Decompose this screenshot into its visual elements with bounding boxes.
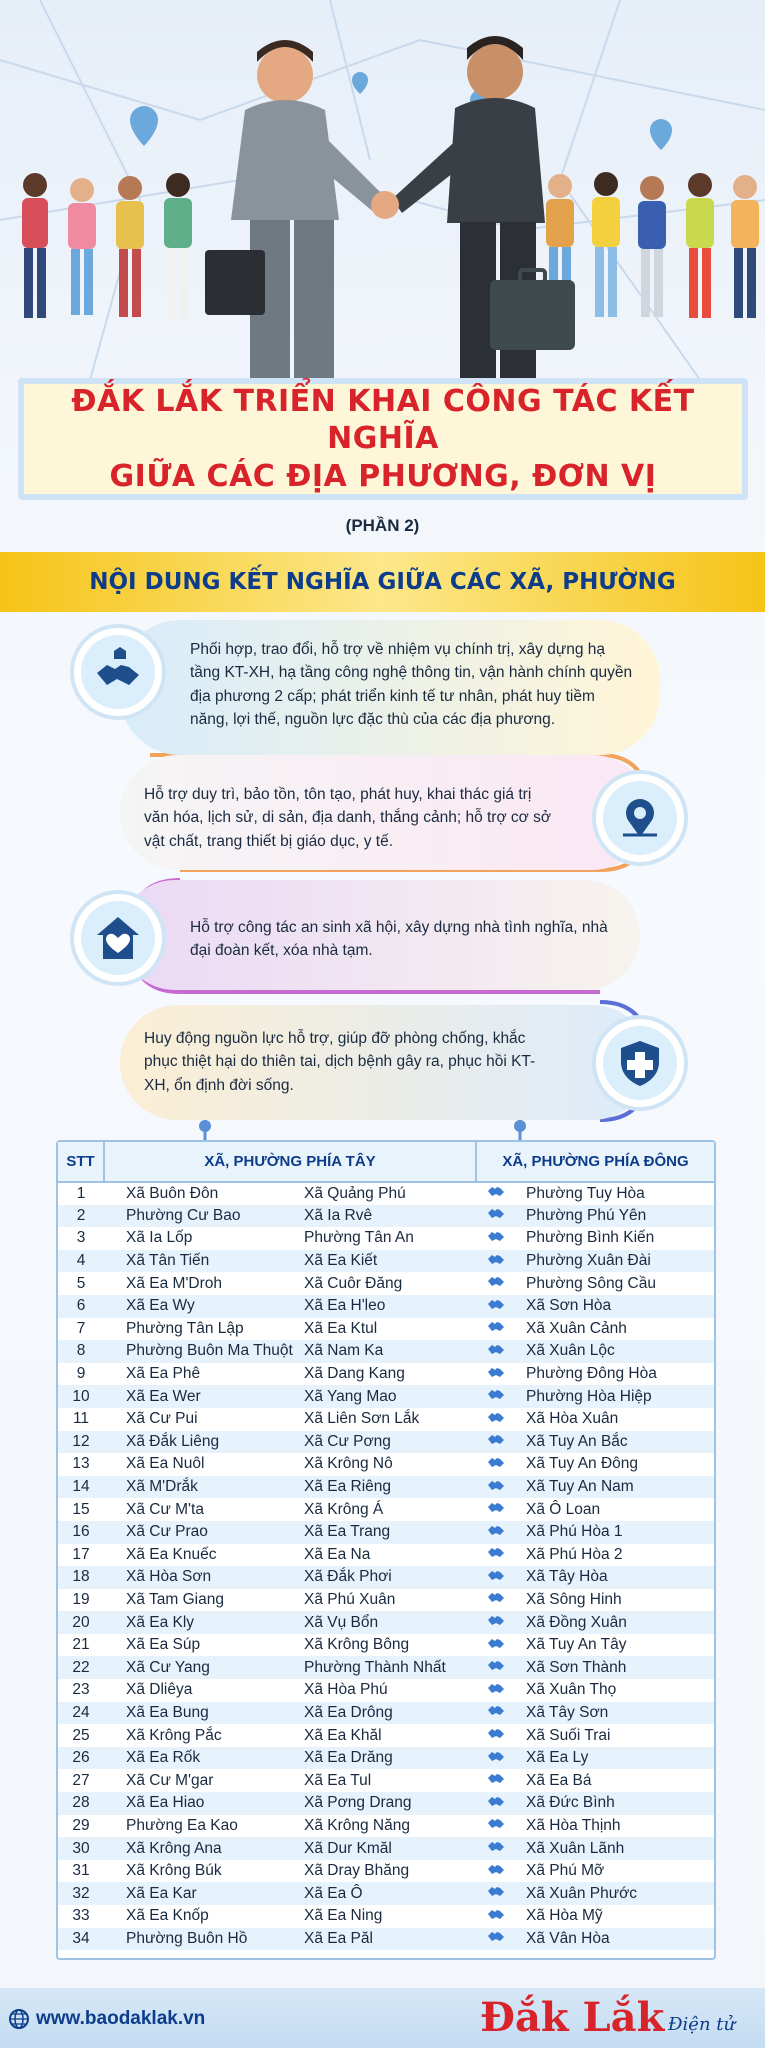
row-number: 2 [58, 1205, 104, 1228]
west-commune-2: Phường Tân An [300, 1227, 476, 1250]
twinning-handshake-icon [476, 1656, 516, 1679]
table-row [58, 1747, 714, 1770]
east-commune: Xã Sơn Hòa [516, 1295, 714, 1318]
page-title-line-1: ĐẮK LẮK TRIỂN KHAI CÔNG TÁC KẾT NGHĨA [71, 383, 695, 457]
west-commune-2: Xã Ea Na [300, 1544, 476, 1567]
west-commune-1: Xã Krông Ana [104, 1837, 300, 1860]
row-number: 28 [58, 1792, 104, 1815]
twinning-handshake-icon [476, 1928, 516, 1951]
west-commune-2: Xã Quảng Phú [300, 1182, 476, 1205]
west-commune-2: Xã Ea Drông [300, 1702, 476, 1725]
twinning-handshake-icon [476, 1589, 516, 1612]
west-commune-1: Phường Cư Bao [104, 1205, 300, 1228]
row-number: 19 [58, 1589, 104, 1612]
row-number: 10 [58, 1385, 104, 1408]
row-number: 30 [58, 1837, 104, 1860]
west-commune-2: Xã Liên Sơn Lắk [300, 1408, 476, 1431]
page-title-line-2: GIỮA CÁC ĐỊA PHƯƠNG, ĐƠN VỊ [109, 458, 657, 494]
table-row [58, 1566, 714, 1589]
west-commune-2: Xã Yang Mao [300, 1385, 476, 1408]
table-row [58, 1769, 714, 1792]
twinning-handshake-icon [476, 1747, 516, 1770]
handshake-icon [487, 1658, 505, 1672]
table-row [58, 1250, 714, 1273]
item-3-icon-circle [70, 890, 166, 986]
twinning-handshake-icon [476, 1498, 516, 1521]
table-row [58, 1544, 714, 1567]
east-commune: Xã Xuân Thọ [516, 1679, 714, 1702]
handshake-icon [487, 1342, 505, 1356]
handshake-icon [487, 1907, 505, 1921]
handshake-icon [487, 1500, 505, 1514]
row-number: 29 [58, 1815, 104, 1838]
table-row [58, 1656, 714, 1679]
twinning-handshake-icon [476, 1792, 516, 1815]
content-item-3-text: Hỗ trợ công tác an sinh xã hội, xây dựng nhà tình nghĩa, nhà đại đoàn kết, xóa nhà tạm. [190, 919, 608, 960]
table-header-row [58, 1142, 714, 1182]
table-row [58, 1611, 714, 1634]
west-commune-2: Xã Krông Năng [300, 1815, 476, 1838]
handshake-icon [487, 1703, 505, 1717]
row-number: 15 [58, 1498, 104, 1521]
handshake-icon [487, 1229, 505, 1243]
twinning-handshake-icon [476, 1882, 516, 1905]
west-commune-2: Xã Ea Ning [300, 1905, 476, 1928]
brand-logo: Đắk Lắk [480, 1994, 665, 2041]
west-commune-1: Xã Krông Búk [104, 1860, 300, 1883]
hero-illustration [0, 0, 765, 380]
item-2-icon-circle [592, 770, 688, 866]
row-number: 25 [58, 1724, 104, 1747]
header-east: XÃ, PHƯỜNG PHÍA ĐÔNG [476, 1142, 714, 1182]
twinning-handshake-icon [476, 1724, 516, 1747]
west-commune-2: Xã Ea Khăl [300, 1724, 476, 1747]
west-commune-2: Xã Ia Rvê [300, 1205, 476, 1228]
handshake-icon [487, 1319, 505, 1333]
table-row [58, 1702, 714, 1725]
twinning-handshake-icon [476, 1521, 516, 1544]
item-1-icon-circle [70, 624, 166, 720]
west-commune-2: Xã Dur Kmăl [300, 1837, 476, 1860]
twinning-handshake-icon [476, 1227, 516, 1250]
brand-logo-sub: Điện tử [668, 2014, 736, 2035]
table-row [58, 1928, 714, 1951]
east-commune: Xã Tuy An Đông [516, 1453, 714, 1476]
east-commune: Xã Ô Loan [516, 1498, 714, 1521]
west-commune-1: Xã Cư M'ta [104, 1498, 300, 1521]
west-commune-1: Xã Ea Kar [104, 1882, 300, 1905]
twinning-handshake-icon [476, 1476, 516, 1499]
east-commune: Phường Hòa Hiệp [516, 1385, 714, 1408]
east-commune: Xã Đồng Xuân [516, 1611, 714, 1634]
twinning-handshake-icon [476, 1837, 516, 1860]
table-row [58, 1589, 714, 1612]
west-commune-2: Xã Vụ Bổn [300, 1611, 476, 1634]
west-commune-1: Xã Ea Wy [104, 1295, 300, 1318]
west-commune-1: Xã Cư Yang [104, 1656, 300, 1679]
west-commune-1: Xã Tam Giang [104, 1589, 300, 1612]
west-commune-2: Phường Thành Nhất [300, 1656, 476, 1679]
item-4-icon-circle [592, 1015, 688, 1111]
east-commune: Xã Đức Bình [516, 1792, 714, 1815]
twinning-handshake-icon [476, 1363, 516, 1386]
twinning-handshake-icon [476, 1295, 516, 1318]
east-commune: Xã Tuy An Bắc [516, 1431, 714, 1454]
handshake-icon [487, 1862, 505, 1876]
west-commune-2: Xã Ea Tul [300, 1769, 476, 1792]
west-commune-1: Xã Dliêya [104, 1679, 300, 1702]
west-commune-2: Xã Dang Kang [300, 1363, 476, 1386]
table-row [58, 1905, 714, 1928]
twinning-handshake-icon [476, 1318, 516, 1341]
website-link[interactable]: www.baodaklak.vn [36, 2008, 206, 2029]
row-number: 8 [58, 1340, 104, 1363]
twinning-handshake-icon [476, 1340, 516, 1363]
west-commune-2: Xã Phú Xuân [300, 1589, 476, 1612]
east-commune: Xã Hòa Thịnh [516, 1815, 714, 1838]
west-commune-2: Xã Krông Bông [300, 1634, 476, 1657]
handshake-icon [487, 1816, 505, 1830]
east-commune: Xã Tây Sơn [516, 1702, 714, 1725]
twinning-handshake-icon [476, 1702, 516, 1725]
handshake-icon [487, 1613, 505, 1627]
row-number: 12 [58, 1431, 104, 1454]
east-commune: Phường Xuân Đài [516, 1250, 714, 1273]
table-row [58, 1431, 714, 1454]
west-commune-2: Xã Ea Kiết [300, 1250, 476, 1273]
table-row [58, 1318, 714, 1341]
east-commune: Xã Tây Hòa [516, 1566, 714, 1589]
handshake-icon [487, 1794, 505, 1808]
row-number: 33 [58, 1905, 104, 1928]
west-commune-1: Xã Cư M'gar [104, 1769, 300, 1792]
row-number: 26 [58, 1747, 104, 1770]
east-commune: Xã Xuân Lãnh [516, 1837, 714, 1860]
east-commune: Xã Phú Mỡ [516, 1860, 714, 1883]
location-pin-icon [615, 793, 665, 843]
east-commune: Xã Hòa Mỹ [516, 1905, 714, 1928]
east-commune: Xã Suối Trai [516, 1724, 714, 1747]
row-number: 22 [58, 1656, 104, 1679]
row-number: 7 [58, 1318, 104, 1341]
west-commune-1: Xã Ea Hiao [104, 1792, 300, 1815]
handshake-icon [93, 647, 143, 697]
twinning-handshake-icon [476, 1769, 516, 1792]
row-number: 1 [58, 1182, 104, 1205]
content-item-2 [120, 755, 650, 870]
row-number: 27 [58, 1769, 104, 1792]
west-commune-1: Xã Krông Pắc [104, 1724, 300, 1747]
row-number: 18 [58, 1566, 104, 1589]
west-commune-1: Xã Ia Lốp [104, 1227, 300, 1250]
west-commune-2: Xã Ea H'leo [300, 1295, 476, 1318]
globe-icon [8, 2008, 30, 2030]
row-number: 21 [58, 1634, 104, 1657]
table-row [58, 1679, 714, 1702]
east-commune: Xã Sơn Thành [516, 1656, 714, 1679]
handshake-icon [487, 1455, 505, 1469]
content-item-1-text: Phối hợp, trao đổi, hỗ trợ về nhiệm vụ chính trị, xây dựng hạ tầng KT-XH, hạ tầng công nghệ thông tin, vận hành chính quyền địa phương 2 cấp; phát triển kinh tế tư nhân, phát huy tiềm năng, lợi thế, nguồn lực đặc thù của các địa phương. [190, 641, 633, 728]
section-heading-band [0, 552, 765, 612]
handshake-icon [487, 1929, 505, 1943]
row-number: 3 [58, 1227, 104, 1250]
west-commune-1: Xã Ea Wer [104, 1385, 300, 1408]
title-box [18, 378, 748, 500]
handshake-icon [487, 1726, 505, 1740]
handshake-icon [487, 1478, 505, 1492]
west-commune-1: Xã Ea Knốp [104, 1905, 300, 1928]
footer [0, 1988, 765, 2048]
row-number: 9 [58, 1363, 104, 1386]
table-row [58, 1363, 714, 1386]
table-row [58, 1634, 714, 1657]
west-commune-1: Xã Ea Kly [104, 1611, 300, 1634]
handshake-icon [487, 1274, 505, 1288]
table-row [58, 1227, 714, 1250]
row-number: 13 [58, 1453, 104, 1476]
row-number: 6 [58, 1295, 104, 1318]
handshake-icon [487, 1545, 505, 1559]
handshake-icon [487, 1636, 505, 1650]
twinning-table [56, 1140, 716, 1960]
handshake-icon [487, 1590, 505, 1604]
west-commune-1: Xã Cư Prao [104, 1521, 300, 1544]
west-commune-1: Xã Ea Súp [104, 1634, 300, 1657]
twinning-handshake-icon [476, 1272, 516, 1295]
table-row [58, 1385, 714, 1408]
east-commune: Xã Xuân Lộc [516, 1340, 714, 1363]
row-number: 5 [58, 1272, 104, 1295]
east-commune: Xã Ea Ly [516, 1747, 714, 1770]
table-row [58, 1792, 714, 1815]
handshake-icon [487, 1771, 505, 1785]
table-row [58, 1724, 714, 1747]
east-commune: Xã Xuân Cảnh [516, 1318, 714, 1341]
handshake-icon [487, 1523, 505, 1537]
handshake-icon [487, 1749, 505, 1763]
west-commune-2: Xã Dray Bhăng [300, 1860, 476, 1883]
west-commune-1: Phường Tân Lập [104, 1318, 300, 1341]
twinning-handshake-icon [476, 1679, 516, 1702]
twinning-handshake-icon [476, 1205, 516, 1228]
content-item-4 [120, 1005, 650, 1120]
handshake-icon [487, 1365, 505, 1379]
twinning-handshake-icon [476, 1634, 516, 1657]
west-commune-2: Xã Ea Drăng [300, 1747, 476, 1770]
west-commune-2: Xã Nam Ka [300, 1340, 476, 1363]
twinning-handshake-icon [476, 1544, 516, 1567]
table-row [58, 1521, 714, 1544]
west-commune-1: Xã Ea Bung [104, 1702, 300, 1725]
table-row [58, 1498, 714, 1521]
west-commune-1: Phường Buôn Hồ [104, 1928, 300, 1951]
west-commune-1: Xã M'Drắk [104, 1476, 300, 1499]
row-number: 11 [58, 1408, 104, 1431]
west-commune-1: Xã Tân Tiến [104, 1250, 300, 1273]
twinning-handshake-icon [476, 1905, 516, 1928]
part-label: (PHẦN 2) [345, 516, 420, 535]
east-commune: Xã Ea Bá [516, 1769, 714, 1792]
table-row [58, 1408, 714, 1431]
table-row [58, 1860, 714, 1883]
row-number: 14 [58, 1476, 104, 1499]
east-commune: Xã Sông Hinh [516, 1589, 714, 1612]
row-number: 20 [58, 1611, 104, 1634]
west-commune-2: Xã Pơng Drang [300, 1792, 476, 1815]
row-number: 31 [58, 1860, 104, 1883]
handshake-icon [487, 1184, 505, 1198]
west-commune-1: Xã Hòa Sơn [104, 1566, 300, 1589]
west-commune-2: Xã Ea Ô [300, 1882, 476, 1905]
east-commune: Phường Đông Hòa [516, 1363, 714, 1386]
twinning-handshake-icon [476, 1385, 516, 1408]
handshake-icon [487, 1387, 505, 1401]
west-commune-1: Xã Cư Pui [104, 1408, 300, 1431]
west-commune-1: Phường Ea Kao [104, 1815, 300, 1838]
table-row [58, 1272, 714, 1295]
handshake-icon [487, 1839, 505, 1853]
east-commune: Xã Hòa Xuân [516, 1408, 714, 1431]
table-row [58, 1476, 714, 1499]
west-commune-2: Xã Ea Păl [300, 1928, 476, 1951]
east-commune: Phường Bình Kiến [516, 1227, 714, 1250]
row-number: 16 [58, 1521, 104, 1544]
section-heading: NỘI DUNG KẾT NGHĨA GIỮA CÁC XÃ, PHƯỜNG [89, 569, 676, 595]
table-row [58, 1453, 714, 1476]
twinning-handshake-icon [476, 1566, 516, 1589]
east-commune: Xã Phú Hòa 1 [516, 1521, 714, 1544]
east-commune: Phường Phú Yên [516, 1205, 714, 1228]
row-number: 34 [58, 1928, 104, 1951]
row-number: 23 [58, 1679, 104, 1702]
west-commune-2: Xã Krông Nô [300, 1453, 476, 1476]
west-commune-2: Xã Cư Pơng [300, 1431, 476, 1454]
handshake-icon [487, 1884, 505, 1898]
table-row [58, 1815, 714, 1838]
west-commune-2: Xã Krông Á [300, 1498, 476, 1521]
twinning-handshake-icon [476, 1860, 516, 1883]
east-commune: Xã Tuy An Tây [516, 1634, 714, 1657]
west-commune-1: Xã Ea Rốk [104, 1747, 300, 1770]
table-row [58, 1837, 714, 1860]
twinning-handshake-icon [476, 1453, 516, 1476]
west-commune-1: Xã Đắk Liêng [104, 1431, 300, 1454]
east-commune: Phường Tuy Hòa [516, 1182, 714, 1205]
handshake-icon [487, 1568, 505, 1582]
handshake-icon [487, 1432, 505, 1446]
twinning-handshake-icon [476, 1431, 516, 1454]
west-commune-1: Phường Buôn Ma Thuột [104, 1340, 300, 1363]
east-commune: Xã Vân Hòa [516, 1928, 714, 1951]
twinning-handshake-icon [476, 1815, 516, 1838]
content-item-1 [120, 620, 660, 755]
handshake-illustration [0, 0, 765, 380]
table-row [58, 1295, 714, 1318]
shield-cross-icon [615, 1038, 665, 1088]
handshake-icon [487, 1206, 505, 1220]
table-row [58, 1882, 714, 1905]
row-number: 4 [58, 1250, 104, 1273]
west-commune-1: Xã Buôn Đôn [104, 1182, 300, 1205]
east-commune: Xã Xuân Phước [516, 1882, 714, 1905]
west-commune-2: Xã Cuôr Đăng [300, 1272, 476, 1295]
twinning-handshake-icon [476, 1611, 516, 1634]
west-commune-1: Xã Ea Phê [104, 1363, 300, 1386]
handshake-icon [487, 1410, 505, 1424]
west-commune-2: Xã Ea Riêng [300, 1476, 476, 1499]
row-number: 32 [58, 1882, 104, 1905]
twinning-handshake-icon [476, 1182, 516, 1205]
header-west: XÃ, PHƯỜNG PHÍA TÂY [104, 1142, 476, 1182]
handshake-icon [487, 1681, 505, 1695]
header-stt: STT [58, 1142, 104, 1182]
content-item-4-text: Huy động nguồn lực hỗ trợ, giúp đỡ phòng chống, khắc phục thiệt hại do thiên tai, dịch bệnh gây ra, phục hồi KT-XH, ổn định đời sống. [144, 1030, 536, 1094]
table-row [58, 1205, 714, 1228]
east-commune: Xã Tuy An Nam [516, 1476, 714, 1499]
west-commune-2: Xã Đắk Phơi [300, 1566, 476, 1589]
handshake-icon [487, 1297, 505, 1311]
table-row [58, 1340, 714, 1363]
content-item-2-text: Hỗ trợ duy trì, bảo tồn, tôn tạo, phát huy, khai thác giá trị văn hóa, lịch sử, di sản, địa danh, thắng cảnh; hỗ trợ cơ sở vật chất, trang thiết bị giáo dục, y tế. [144, 786, 552, 850]
row-number: 17 [58, 1544, 104, 1567]
west-commune-2: Xã Ea Trang [300, 1521, 476, 1544]
west-commune-2: Xã Ea Ktul [300, 1318, 476, 1341]
content-item-3 [120, 880, 640, 990]
east-commune: Xã Phú Hòa 2 [516, 1544, 714, 1567]
handshake-icon [487, 1252, 505, 1266]
row-number: 24 [58, 1702, 104, 1725]
table-row [58, 1182, 714, 1205]
west-commune-1: Xã Ea Knuếc [104, 1544, 300, 1567]
west-commune-1: Xã Ea Nuôl [104, 1453, 300, 1476]
west-commune-2: Xã Hòa Phú [300, 1679, 476, 1702]
house-heart-icon [93, 913, 143, 963]
east-commune: Phường Sông Cầu [516, 1272, 714, 1295]
twinning-handshake-icon [476, 1250, 516, 1273]
twinning-handshake-icon [476, 1408, 516, 1431]
west-commune-1: Xã Ea M'Droh [104, 1272, 300, 1295]
